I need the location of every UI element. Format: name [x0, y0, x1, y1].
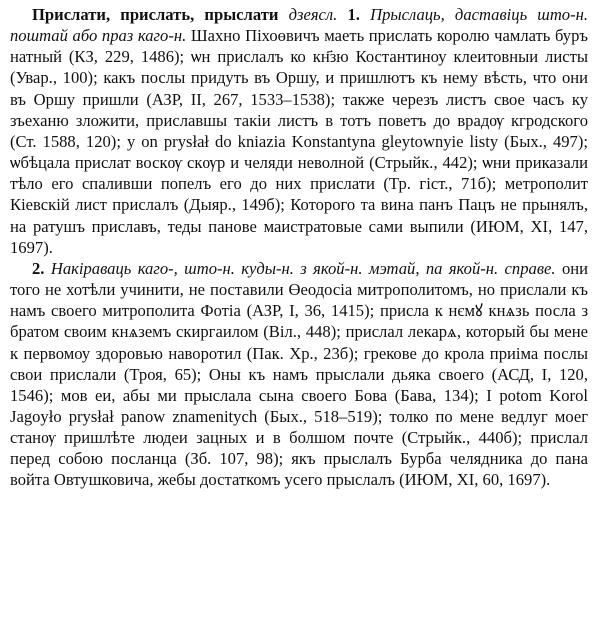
headword: Прислати, прислать, прыслати [32, 5, 279, 24]
sense-2-number: 2. [32, 258, 45, 278]
sense-1-citations: Шахно Піхоөвичъ маеть прислать королю чамлать буръ натный (КЗ, 229, 1486); ѡн прислалъ ко кн҃зю Костантиноу клеитовныи листы (Увар., 100); какъ послы придуть въ Оршу, и пришлютъ къ нему вѣсть, что они въ Оршу пришли (АЗР, II, 267, 1533–1538); также черезъ листъ свое часъ ку зъеханю зложити, приславшы такіи листъ в тотъ поветъ до врадѹ кгродского (Ст. 1588, 120); у on prysłał do kniazia Konstantyna gleytownyie listy (Бых., 497); ѡбѣцала прислат воскѹ скѹр и челяди неволной (Стрыйк., 442); ѡни приказали тѣло его спаливши попелъ его до них прислати (Тр. гіст., 71б); метрополит Кіевскій лист прислалъ (Дыяр., 149б); Которого та вина панъ Пацъ не прынялъ, на ратушъ приславъ, теды панове маистратовые сами выпили (ИЮМ, XI, 147, 1697). [10, 26, 588, 257]
part-of-speech-label: дзеясл. [288, 5, 338, 24]
sense-2-paragraph [10, 258, 588, 491]
sense-1-number: 1. [347, 5, 360, 24]
sense-2-citations: они того не хотѣли учинити, не поставили Өеодосіа митрополитомъ, но прислали къ намъ своего митрополита Фотіа (АЗР, I, 36, 1415); присла к нємꙋ кнѧзь посла з братом своим кнѧземъ скиргаилом (Віл., 448); прислал лекарѧ, который бы мене к первомоу здоровью наворотил (Пак. Хр., 23б); грекове до крола приіма послы свои прислали (Троя, 65); Оны къ намъ прыслали дьяка своего (АСД, I, 120, 1546); мов еи, абы ми прыслала сына своего Бова (Бава, 134); I potom Korol Jagoyło prysłał panow znamenitych (Бых., 518–519); толко по мене ведлуг моег станѹ пришлѣте людеи зацных и в болшом почте (Стрыйк., 440б); прислал перед собою посланца (Зб. 107, 98); якъ прыслалъ Бурба челядника до пана войта Овтушковича, жебы достаткомъ усего прыслалъ (ИЮМ, XI, 60, 1697). [10, 258, 588, 490]
dictionary-entry [10, 4, 588, 258]
sense-2-definition: Накіраваць каго-, што-н. куды-н. з якой-н. мэтай, па якой-н. справе. [50, 258, 556, 278]
sense-1-definition: Прыслаць, даставіць што-н. поштай або праз каго-н. [10, 5, 589, 46]
